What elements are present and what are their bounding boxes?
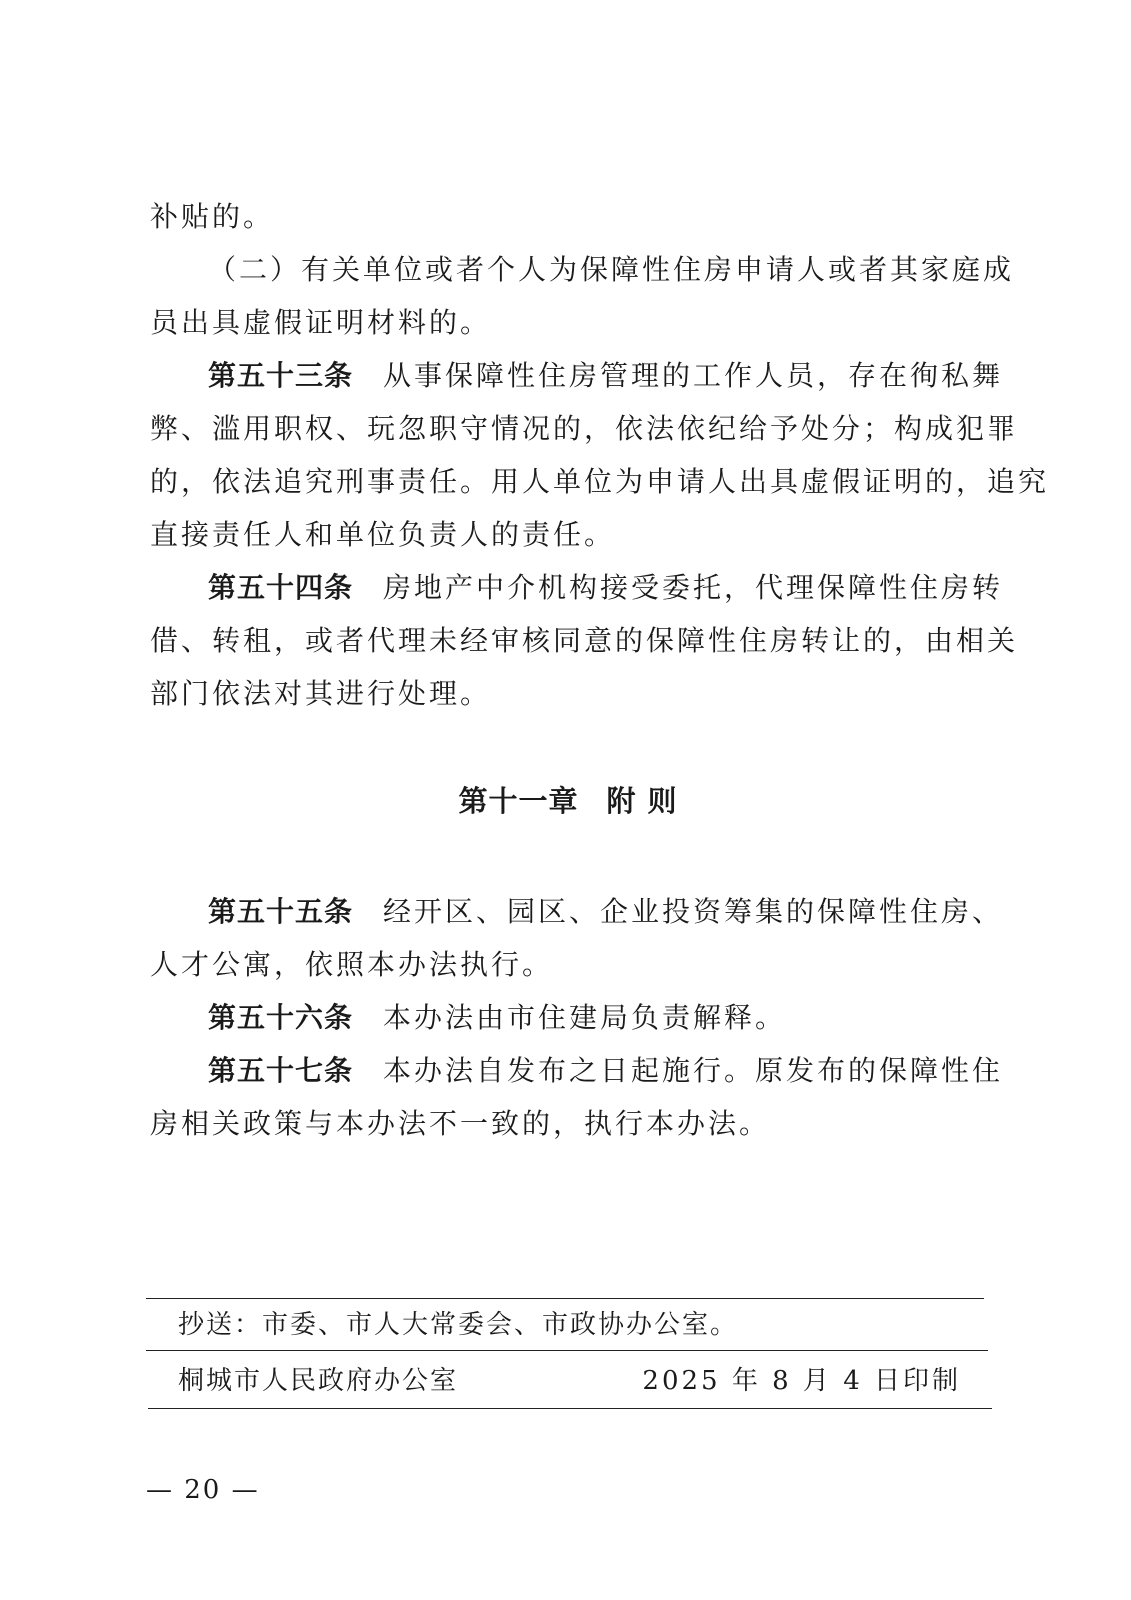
article-57 (150, 1044, 1004, 1097)
article-56-title: 第五十六条 (208, 1001, 354, 1034)
issuing-office: 桐城市人民政府办公室 (178, 1366, 459, 1396)
text-line: 本办法由市住建局负责解释。 (383, 1001, 787, 1034)
article-57-line-2 (150, 1097, 986, 1150)
article-54-line-2 (150, 614, 1019, 667)
article-53-line-4 (150, 508, 986, 561)
text-line: 员出具虚假证明材料的。 (150, 306, 492, 339)
text-line: （二）有关单位或者个人为保障性住房申请人或者其家庭成 (208, 253, 1015, 286)
text-line: 人才公寓，依照本办法执行。 (150, 948, 554, 981)
paragraph-continuation (150, 190, 986, 243)
text-line: 补贴的。 (150, 200, 275, 233)
article-55-line-2 (150, 938, 986, 991)
text-line: 从事保障性住房管理的工作人员，存在徇私舞 (383, 359, 1004, 392)
article-54-line-3 (150, 667, 986, 720)
footer-middle-rule (146, 1350, 988, 1351)
text-line: 借、转租，或者代理未经审核同意的保障性住房转让的，由相关 (150, 624, 1019, 657)
footer-bottom-rule (148, 1408, 992, 1409)
text-line: 弊、滥用职权、玩忽职守情况的，依法依纪给予处分；构成犯罪 (150, 412, 1019, 445)
text-line: 本办法自发布之日起施行。原发布的保障性住 (383, 1054, 1004, 1087)
article-53-line-3 (150, 455, 1050, 508)
article-57-title: 第五十七条 (208, 1054, 354, 1087)
page-number: — 20 — (146, 1475, 260, 1505)
article-53-title: 第五十三条 (208, 359, 354, 392)
article-53 (150, 349, 1004, 402)
footer-top-rule (146, 1298, 984, 1299)
text-line: 部门依法对其进行处理。 (150, 677, 492, 710)
text-line: 直接责任人和单位负责人的责任。 (150, 518, 616, 551)
text-line: 房相关政策与本办法不一致的，执行本办法。 (150, 1107, 771, 1140)
text-line: 房地产中介机构接受委托，代理保障性住房转 (383, 571, 1004, 604)
cc-recipients: 抄送：市委、市人大常委会、市政协办公室。 (178, 1310, 739, 1340)
document-body (150, 190, 1050, 1150)
text-line: 的，依法追究刑事责任。用人单位为申请人出具虚假证明的，追究 (150, 465, 1050, 498)
paragraph-item-2-cont (150, 296, 986, 349)
article-53-line-2 (150, 402, 1019, 455)
print-date: 2025 年 8 月 4 日印制 (642, 1366, 961, 1396)
article-56 (150, 991, 986, 1044)
chapter-name: 附 则 (606, 784, 678, 818)
chapter-heading (150, 775, 986, 828)
article-55 (150, 885, 1004, 938)
chapter-number: 第十一章 (458, 784, 579, 818)
paragraph-item-2 (150, 243, 1015, 296)
article-54 (150, 561, 1004, 614)
article-54-title: 第五十四条 (208, 571, 354, 604)
text-line: 经开区、园区、企业投资筹集的保障性住房、 (383, 895, 1004, 928)
article-55-title: 第五十五条 (208, 895, 354, 928)
